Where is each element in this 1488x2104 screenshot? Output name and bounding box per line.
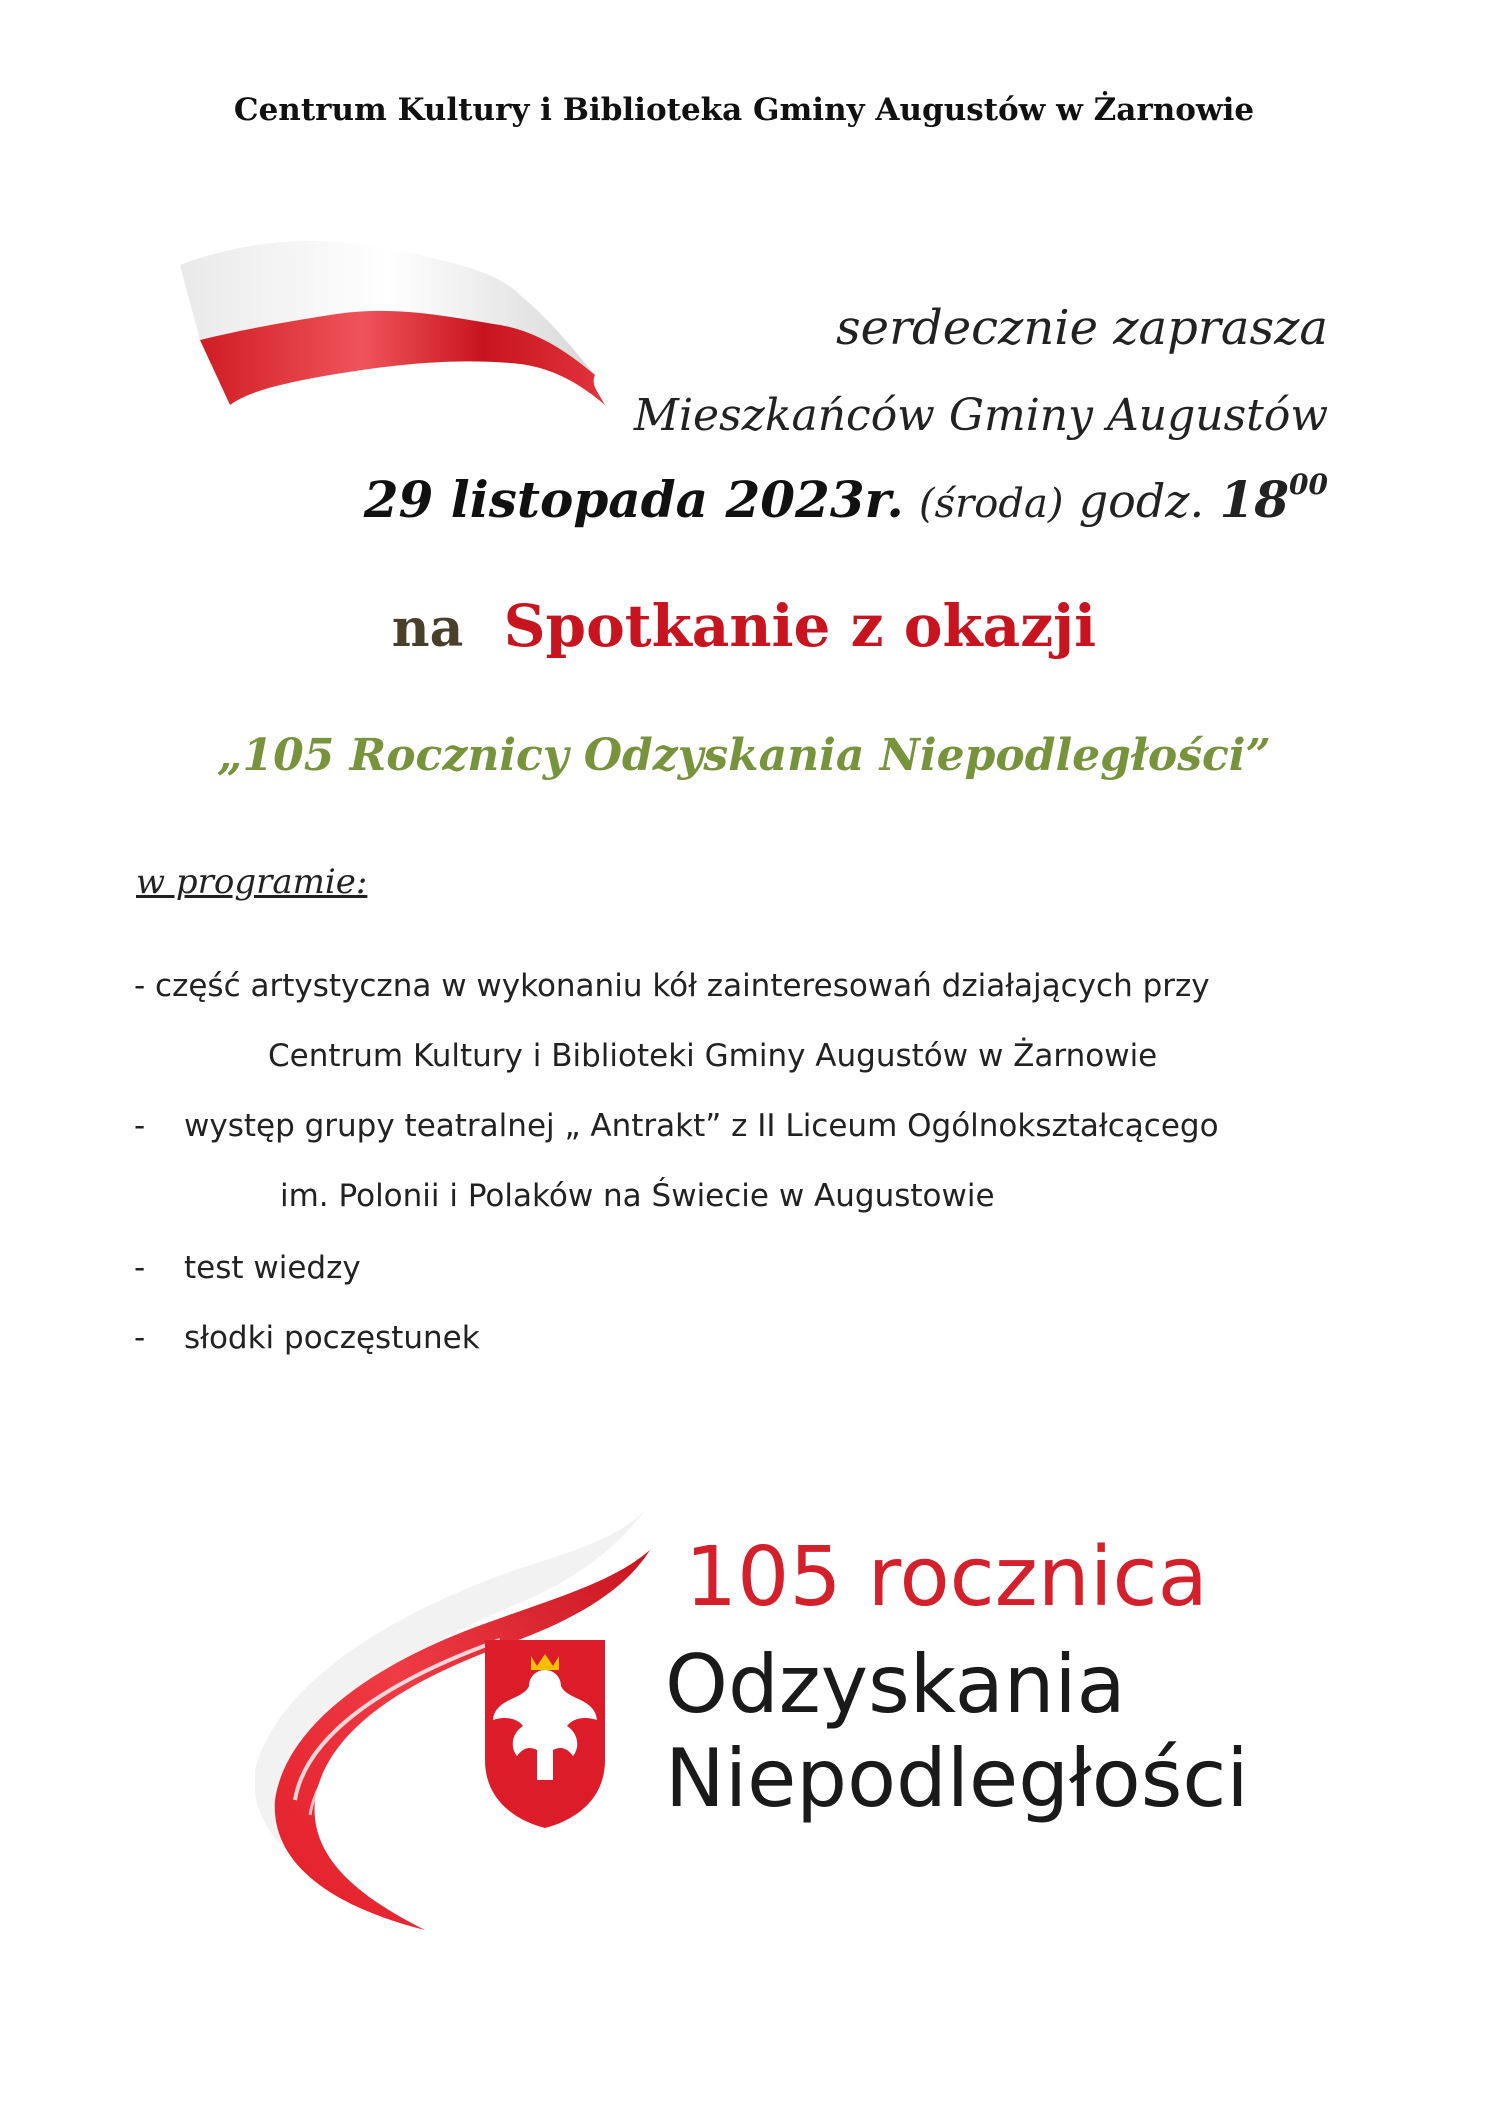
- program-item: [134, 1108, 1219, 1144]
- item-text: test wiedzy: [184, 1250, 361, 1286]
- program-item-continuation: im. Polonii i Polaków na Świecie w Augustowie: [280, 1178, 995, 1214]
- event-date: 29 listopada 2023r.: [363, 470, 904, 529]
- logo-line-3: Niepodległości: [665, 1732, 1249, 1825]
- item-text: występ grupy teatralnej „ Antrakt” z II Liceum Ogólnokształcącego: [184, 1108, 1219, 1144]
- item-dash: -: [134, 968, 146, 1004]
- item-dash: -: [134, 1320, 146, 1356]
- residents-text: Mieszkańców Gminy Augustów: [633, 390, 1328, 441]
- logo-year-text: 105 rocznica: [685, 1530, 1208, 1625]
- item-dash: -: [134, 1250, 146, 1286]
- item-text: słodki poczęstunek: [184, 1320, 480, 1356]
- event-hour: 18: [1219, 470, 1290, 529]
- anniversary-logo: [255, 1470, 1275, 1940]
- anniversary-title: „105 Rocznicy Odzyskania Niepodległości”: [217, 730, 1271, 781]
- hour-label: godz.: [1078, 474, 1205, 528]
- event-minutes: 00: [1289, 468, 1328, 501]
- program-heading: w programie:: [136, 862, 368, 902]
- date-line: [364, 470, 1328, 529]
- logo-line-2: Odzyskania: [665, 1638, 1126, 1731]
- program-item: [134, 968, 1210, 1004]
- program-item: [134, 1320, 480, 1356]
- meeting-heading: [0, 592, 1488, 660]
- meeting-prefix: na: [391, 598, 464, 659]
- polish-flag-image: [170, 225, 610, 415]
- item-text: część artystyczna w wykonaniu kół zainteresowań działających przy: [155, 968, 1210, 1004]
- invite-text: serdecznie zaprasza: [836, 300, 1328, 356]
- program-item: [134, 1250, 361, 1286]
- meeting-title: Spotkanie z okazji: [503, 592, 1097, 660]
- event-day: (środa): [919, 481, 1064, 527]
- organizer-heading: Centrum Kultury i Biblioteka Gminy Augustów w Żarnowie: [233, 92, 1255, 128]
- program-item-continuation: Centrum Kultury i Biblioteki Gminy Augustów w Żarnowie: [268, 1038, 1158, 1074]
- coat-of-arms-icon: [485, 1640, 605, 1828]
- item-dash: -: [134, 1108, 146, 1144]
